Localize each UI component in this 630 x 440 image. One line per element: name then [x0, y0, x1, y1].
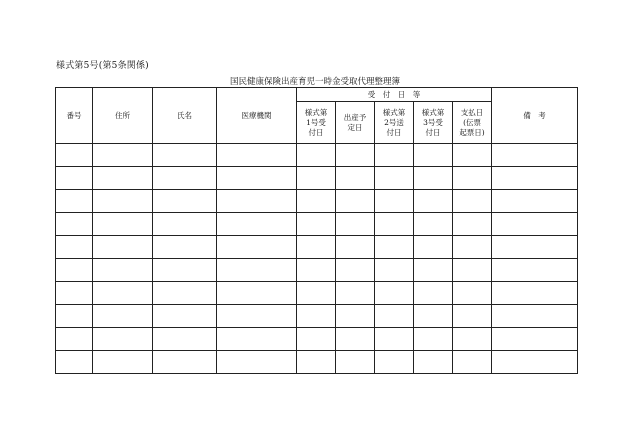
register-table	[55, 87, 578, 374]
cell-address	[93, 259, 153, 282]
cell-form2-sent-date	[375, 167, 414, 190]
cell-remarks	[492, 351, 578, 374]
cell-form3-received-date	[414, 259, 453, 282]
cell-form2-sent-date	[375, 351, 414, 374]
cell-payment-date	[453, 328, 492, 351]
header-line: 様式第	[304, 107, 328, 117]
cell-form3-received-date	[414, 282, 453, 305]
cell-form2-sent-date	[375, 190, 414, 213]
cell-form1-received-date	[297, 213, 336, 236]
header-form2-sent-date	[375, 102, 414, 144]
table-row	[56, 190, 578, 213]
cell-address	[93, 167, 153, 190]
cell-name	[153, 282, 217, 305]
header-line: 様式第	[421, 107, 445, 117]
cell-form3-received-date	[414, 190, 453, 213]
cell-medical-institution	[217, 144, 297, 167]
cell-remarks	[492, 190, 578, 213]
cell-remarks	[492, 328, 578, 351]
cell-form1-received-date	[297, 351, 336, 374]
cell-address	[93, 144, 153, 167]
cell-number	[56, 305, 93, 328]
cell-number	[56, 236, 93, 259]
header-line: 1号受	[306, 117, 326, 127]
header-line: 3号受	[423, 117, 443, 127]
cell-name	[153, 167, 217, 190]
cell-form2-sent-date	[375, 236, 414, 259]
cell-form3-received-date	[414, 144, 453, 167]
cell-form2-sent-date	[375, 305, 414, 328]
cell-remarks	[492, 213, 578, 236]
table-row	[56, 213, 578, 236]
cell-expected-delivery-date	[336, 167, 375, 190]
cell-number	[56, 351, 93, 374]
header-expected-delivery-date	[336, 102, 375, 144]
cell-expected-delivery-date	[336, 144, 375, 167]
cell-address	[93, 236, 153, 259]
cell-form1-received-date	[297, 236, 336, 259]
cell-medical-institution	[217, 236, 297, 259]
cell-name	[153, 328, 217, 351]
cell-form1-received-date	[297, 328, 336, 351]
cell-name	[153, 259, 217, 282]
cell-expected-delivery-date	[336, 190, 375, 213]
header-reception-dates-group: 受 付 日 等	[297, 88, 492, 102]
header-line: 出産予	[343, 112, 367, 122]
header-line: 様式第	[382, 107, 406, 117]
cell-payment-date	[453, 236, 492, 259]
cell-form3-received-date	[414, 167, 453, 190]
table-row	[56, 144, 578, 167]
cell-remarks	[492, 305, 578, 328]
cell-form2-sent-date	[375, 213, 414, 236]
cell-expected-delivery-date	[336, 236, 375, 259]
header-line: 付日	[386, 127, 402, 137]
cell-address	[93, 213, 153, 236]
header-address: 住所	[93, 88, 153, 144]
table-row	[56, 236, 578, 259]
cell-form1-received-date	[297, 144, 336, 167]
header-line: (伝票	[463, 117, 481, 127]
cell-form1-received-date	[297, 259, 336, 282]
header-line: 2号送	[384, 117, 404, 127]
cell-form3-received-date	[414, 236, 453, 259]
cell-name	[153, 351, 217, 374]
cell-name	[153, 305, 217, 328]
cell-payment-date	[453, 351, 492, 374]
cell-medical-institution	[217, 351, 297, 374]
cell-expected-delivery-date	[336, 351, 375, 374]
cell-remarks	[492, 236, 578, 259]
cell-name	[153, 190, 217, 213]
cell-address	[93, 282, 153, 305]
header-line: 定日	[347, 122, 363, 132]
header-remarks: 備 考	[492, 88, 578, 144]
cell-address	[93, 328, 153, 351]
cell-number	[56, 259, 93, 282]
register-body	[56, 144, 578, 374]
header-line: 付日	[425, 127, 441, 137]
cell-form1-received-date	[297, 167, 336, 190]
cell-number	[56, 144, 93, 167]
cell-medical-institution	[217, 167, 297, 190]
cell-medical-institution	[217, 190, 297, 213]
cell-payment-date	[453, 144, 492, 167]
cell-form1-received-date	[297, 190, 336, 213]
cell-address	[93, 190, 153, 213]
cell-remarks	[492, 282, 578, 305]
cell-form2-sent-date	[375, 282, 414, 305]
cell-expected-delivery-date	[336, 213, 375, 236]
table-row	[56, 282, 578, 305]
header-form3-received-date	[414, 102, 453, 144]
cell-payment-date	[453, 305, 492, 328]
header-medical-institution: 医療機関	[217, 88, 297, 144]
cell-form1-received-date	[297, 282, 336, 305]
cell-number	[56, 190, 93, 213]
header-payment-date	[453, 102, 492, 144]
cell-form2-sent-date	[375, 259, 414, 282]
cell-number	[56, 167, 93, 190]
cell-medical-institution	[217, 213, 297, 236]
header-line: 支払日	[460, 107, 484, 117]
cell-name	[153, 236, 217, 259]
form-number-label: 様式第5号(第5条関係)	[56, 61, 149, 71]
cell-remarks	[492, 144, 578, 167]
cell-form1-received-date	[297, 305, 336, 328]
cell-remarks	[492, 167, 578, 190]
cell-payment-date	[453, 190, 492, 213]
cell-form2-sent-date	[375, 144, 414, 167]
header-line: 起票日)	[459, 127, 485, 137]
cell-address	[93, 305, 153, 328]
cell-payment-date	[453, 213, 492, 236]
cell-form3-received-date	[414, 213, 453, 236]
cell-number	[56, 328, 93, 351]
header-number: 番号	[56, 88, 93, 144]
cell-expected-delivery-date	[336, 328, 375, 351]
cell-payment-date	[453, 259, 492, 282]
cell-name	[153, 144, 217, 167]
cell-expected-delivery-date	[336, 259, 375, 282]
cell-name	[153, 213, 217, 236]
header-name: 氏名	[153, 88, 217, 144]
cell-payment-date	[453, 167, 492, 190]
cell-medical-institution	[217, 282, 297, 305]
cell-form3-received-date	[414, 305, 453, 328]
cell-remarks	[492, 259, 578, 282]
document-title: 国民健康保険出産育児一時金受取代理整理簿	[229, 77, 400, 87]
table-row	[56, 305, 578, 328]
cell-form3-received-date	[414, 351, 453, 374]
cell-expected-delivery-date	[336, 305, 375, 328]
cell-number	[56, 213, 93, 236]
cell-address	[93, 351, 153, 374]
cell-form3-received-date	[414, 328, 453, 351]
cell-medical-institution	[217, 259, 297, 282]
cell-expected-delivery-date	[336, 282, 375, 305]
table-row	[56, 167, 578, 190]
table-row	[56, 328, 578, 351]
header-line: 付日	[308, 127, 324, 137]
cell-medical-institution	[217, 305, 297, 328]
cell-payment-date	[453, 282, 492, 305]
cell-form2-sent-date	[375, 328, 414, 351]
header-form1-received-date	[297, 102, 336, 144]
cell-number	[56, 282, 93, 305]
cell-medical-institution	[217, 328, 297, 351]
table-row	[56, 351, 578, 374]
table-row	[56, 259, 578, 282]
